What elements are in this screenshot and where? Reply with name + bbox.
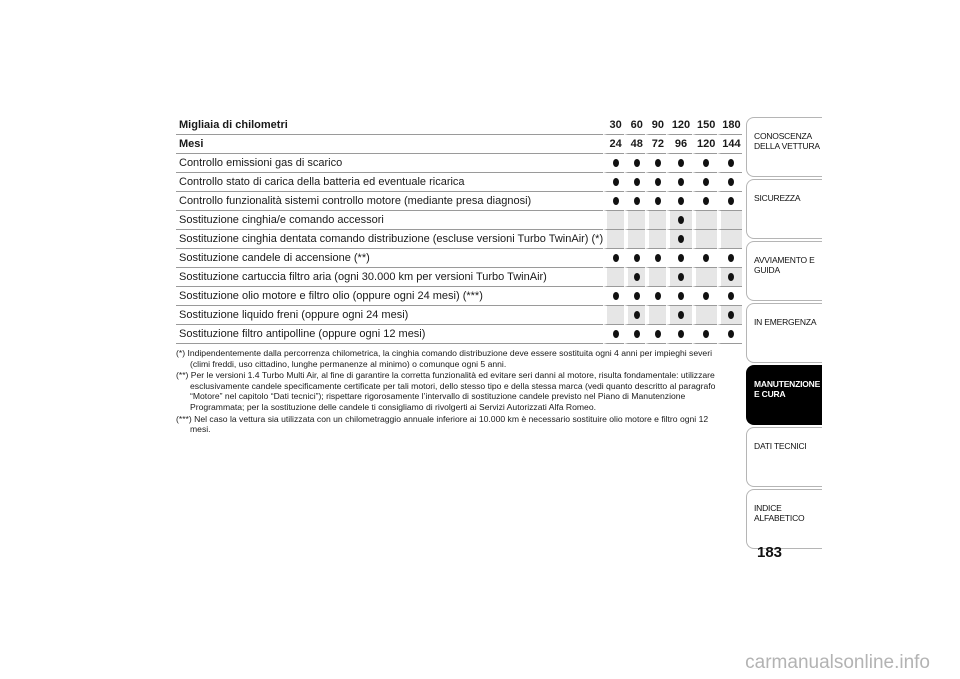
bullet-dot-icon [655,292,661,300]
bullet-dot-icon [613,292,619,300]
header-row-km [176,116,742,135]
page-number: 183 [757,544,783,561]
chapter-tab-label: AVVIAMENTO E GUIDA [754,255,815,275]
bullet-dot-icon [634,292,640,300]
interval-cell [624,173,645,192]
watermark: carmanualsonline.info [745,652,930,673]
chapter-tab[interactable] [746,427,822,487]
interval-cell [666,211,691,230]
interval-cell [645,325,666,344]
interval-cell [717,230,742,249]
interval-cell [624,249,645,268]
bullet-dot-icon [655,178,661,186]
bullet-dot-icon [728,197,734,205]
table-row [176,154,742,173]
interval-cell [692,230,717,249]
chapter-tab[interactable] [746,117,822,177]
interval-cell [666,154,691,173]
chapter-tab-label: INDICE ALFABETICO [754,503,805,523]
chapter-tab-label: CONOSCENZA DELLA VETTURA [754,131,820,151]
interval-cell [692,192,717,211]
footnote: (***) Nel caso la vettura sia utilizzata con un chilometraggio annuale inferiore ai 10.000 km è necessario sostituire olio motore e filtro ogni 12 mesi. [176,413,709,435]
interval-cell [645,268,666,287]
row-label: Sostituzione candele di accensione (**) [176,249,603,268]
interval-cell [645,192,666,211]
row-label: Sostituzione liquido freni (oppure ogni 24 mesi) [176,306,603,325]
bullet-dot-icon [613,178,619,186]
chapter-tab-label: IN EMERGENZA [754,317,817,327]
bullet-dot-icon [678,235,684,243]
interval-cell [645,287,666,306]
months-cell: 48 [624,135,645,154]
interval-cell [603,287,624,306]
table-row [176,287,742,306]
bullet-dot-icon [678,311,684,319]
row-label: Sostituzione cinghia/e comando accessori [176,211,603,230]
table-row [176,249,742,268]
interval-cell [666,287,691,306]
interval-cell [666,268,691,287]
interval-cell [603,211,624,230]
bullet-dot-icon [678,197,684,205]
schedule-rows [176,154,742,344]
bullet-dot-icon [678,292,684,300]
interval-cell [603,154,624,173]
chapter-tab-label: MANUTENZIONE E CURA [754,379,821,399]
bullet-dot-icon [703,330,709,338]
interval-cell [624,268,645,287]
km-cell: 30 [603,116,624,135]
interval-cell [603,249,624,268]
table-row [176,230,742,249]
months-cell: 24 [603,135,624,154]
table-row [176,306,742,325]
interval-cell [645,306,666,325]
row-label: Sostituzione cartuccia filtro aria (ogni 30.000 km per versioni Turbo TwinAir) [176,268,603,287]
bullet-dot-icon [634,330,640,338]
interval-cell [692,173,717,192]
bullet-dot-icon [634,178,640,186]
chapter-tab[interactable] [746,365,822,425]
chapter-tabs [746,117,822,551]
bullet-dot-icon [703,178,709,186]
km-cell: 90 [645,116,666,135]
header-row-months [176,135,742,154]
bullet-dot-icon [655,159,661,167]
header-km-label: Migliaia di chilometri [176,116,603,135]
bullet-dot-icon [728,159,734,167]
interval-cell [603,173,624,192]
bullet-dot-icon [655,254,661,262]
table-row [176,268,742,287]
row-label: Sostituzione olio motore e filtro olio (oppure ogni 24 mesi) (***) [176,287,603,306]
chapter-tab[interactable] [746,179,822,239]
table-row [176,211,742,230]
interval-cell [717,325,742,344]
interval-cell [645,249,666,268]
bullet-dot-icon [634,311,640,319]
interval-cell [624,325,645,344]
bullet-dot-icon [728,254,734,262]
bullet-dot-icon [613,330,619,338]
bullet-dot-icon [634,254,640,262]
interval-cell [645,230,666,249]
months-cell: 96 [666,135,691,154]
bullet-dot-icon [728,330,734,338]
bullet-dot-icon [655,330,661,338]
header-months-label: Mesi [176,135,603,154]
table-row [176,192,742,211]
bullet-dot-icon [634,159,640,167]
interval-cell [717,173,742,192]
interval-cell [666,325,691,344]
interval-cell [692,211,717,230]
months-cell: 120 [692,135,717,154]
km-cell: 120 [666,116,691,135]
footnote: (**) Per le versioni 1.4 Turbo Multi Air, al fine di garantire la corretta funzionalità ed evitare seri danni al motore, risulta fondamentale: utilizzare esclusivamente candele specificamente certificate per tali motori, dello stesso tipo e della stessa marca (vedi quanto descritto al paragrafo “Motore” nel capitolo “Dati tecnici”); rispettare rigorosamente l’intervallo di sostituzione candele previsto nel Piano di Manutenzione Programmata; per la sostituzione delle candele ti consigliamo di rivolgerti ai Servizi Autorizzati Alfa Romeo. [176,370,716,412]
interval-cell [692,249,717,268]
interval-cell [624,154,645,173]
interval-cell [666,192,691,211]
km-cell: 150 [692,116,717,135]
interval-cell [692,154,717,173]
interval-cell [603,192,624,211]
interval-cell [603,306,624,325]
row-label: Controllo emissioni gas di scarico [176,154,603,173]
footnote: (*) Indipendentemente dalla percorrenza chilometrica, la cinghia comando distribuzione deve essere sostituita ogni 4 anni per impieghi severi (climi freddi, uso cittadino, lunghe permanenze al minimo) o comunque ogni 5 anni. [176,348,712,369]
interval-cell [717,287,742,306]
chapter-tab[interactable] [746,241,822,301]
interval-cell [603,268,624,287]
bullet-dot-icon [728,292,734,300]
row-label: Sostituzione cinghia dentata comando distribuzione (escluse versioni Turbo TwinAir) (*) [176,230,603,249]
interval-cell [666,230,691,249]
row-label: Sostituzione filtro antipolline (oppure ogni 12 mesi) [176,325,603,344]
interval-cell [624,306,645,325]
km-cell: 180 [717,116,742,135]
interval-cell [624,287,645,306]
bullet-dot-icon [613,159,619,167]
months-cell: 144 [717,135,742,154]
bullet-dot-icon [655,197,661,205]
interval-cell [603,325,624,344]
interval-cell [717,192,742,211]
bullet-dot-icon [678,159,684,167]
bullet-dot-icon [678,216,684,224]
interval-cell [603,230,624,249]
row-label: Controllo funzionalità sistemi controllo motore (mediante presa diagnosi) [176,192,603,211]
maintenance-schedule-table [176,116,742,344]
table-row [176,173,742,192]
interval-cell [624,192,645,211]
bullet-dot-icon [703,197,709,205]
bullet-dot-icon [703,292,709,300]
interval-cell [692,268,717,287]
interval-cell [692,306,717,325]
interval-cell [645,173,666,192]
interval-cell [692,325,717,344]
table-row [176,325,742,344]
bullet-dot-icon [634,273,640,281]
interval-cell [624,230,645,249]
interval-cell [717,211,742,230]
interval-cell [717,154,742,173]
interval-cell [624,211,645,230]
interval-cell [717,249,742,268]
footnotes [176,348,731,436]
km-cell: 60 [624,116,645,135]
interval-cell [692,287,717,306]
bullet-dot-icon [703,159,709,167]
interval-cell [645,211,666,230]
row-label: Controllo stato di carica della batteria ed eventuale ricarica [176,173,603,192]
bullet-dot-icon [678,330,684,338]
bullet-dot-icon [613,254,619,262]
chapter-tab[interactable] [746,489,822,549]
bullet-dot-icon [613,197,619,205]
chapter-tab[interactable] [746,303,822,363]
chapter-tab-label: SICUREZZA [754,193,801,203]
bullet-dot-icon [728,311,734,319]
bullet-dot-icon [678,254,684,262]
months-cell: 72 [645,135,666,154]
chapter-tab-label: DATI TECNICI [754,441,807,451]
interval-cell [645,154,666,173]
interval-cell [666,249,691,268]
bullet-dot-icon [678,178,684,186]
bullet-dot-icon [678,273,684,281]
interval-cell [666,306,691,325]
interval-cell [717,306,742,325]
bullet-dot-icon [728,273,734,281]
bullet-dot-icon [634,197,640,205]
bullet-dot-icon [728,178,734,186]
bullet-dot-icon [703,254,709,262]
interval-cell [717,268,742,287]
interval-cell [666,173,691,192]
